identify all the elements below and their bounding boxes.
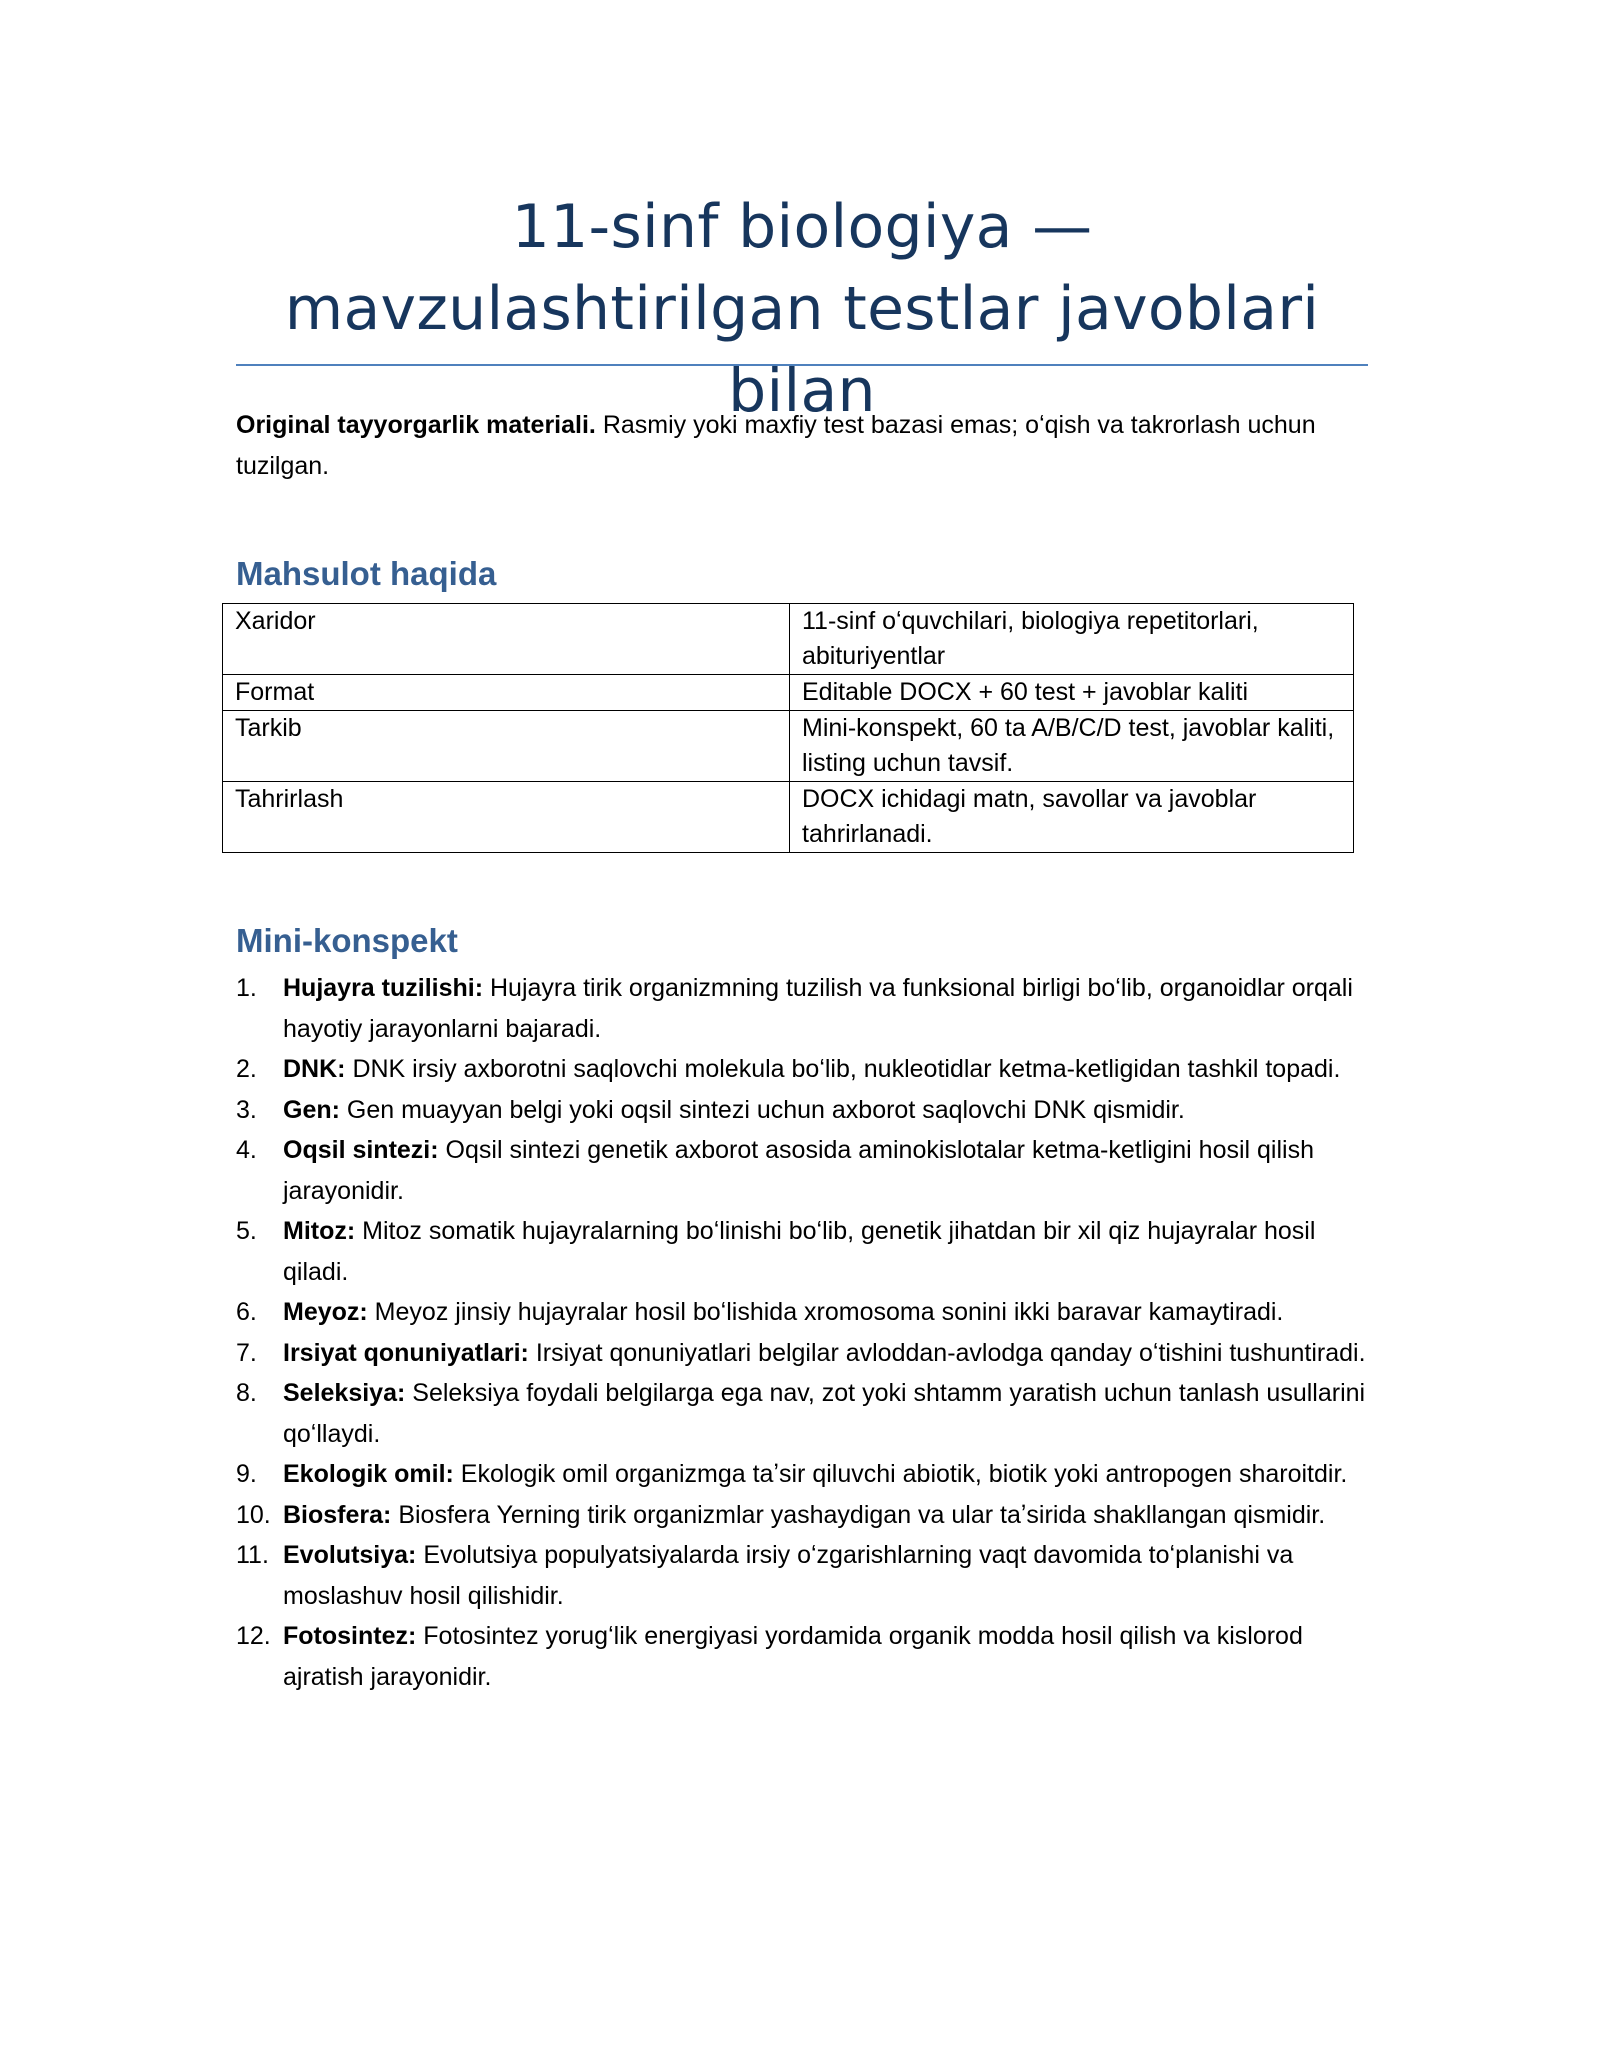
konspekt-heading: Mini-konspekt	[236, 922, 458, 959]
list-item-number: 9.	[236, 1460, 257, 1488]
list-item-number: 7.	[236, 1338, 257, 1367]
list-item	[236, 1535, 1368, 1616]
list-item	[236, 1495, 1368, 1536]
list-item-text: Mitoz somatik hujayralarning boʻlinishi boʻlib, genetik jihatdan bir xil qiz hujayralar hosil qiladi.	[283, 1217, 1316, 1286]
list-item	[236, 1090, 1368, 1131]
list-item	[236, 1292, 1368, 1333]
list-item-term: Hujayra tuzilishi:	[283, 974, 484, 1002]
table-value-cell: Editable DOCX + 60 test + javoblar kaliti	[790, 675, 1354, 711]
list-item-number: 5.	[236, 1217, 257, 1245]
document-title: 11-sinf biologiya — mavzulashtirilgan testlar javoblari bilan	[284, 192, 1320, 426]
list-item	[236, 1049, 1368, 1090]
list-item-term: Gen:	[283, 1095, 340, 1124]
list-item-text: Irsiyat qonuniyatlari belgilar avloddan-avlodga qanday oʻtishini tushuntiradi.	[528, 1338, 1366, 1367]
list-item-term: Biosfera:	[283, 1500, 392, 1529]
list-item-number: 8.	[236, 1379, 257, 1407]
list-item-text: Hujayra tirik organizmning tuzilish va funksional birligi boʻlib, organoidlar orqali hayotiy jarayonlarni bajaradi.	[283, 974, 1353, 1043]
list-item-text: Evolutsiya populyatsiyalarda irsiy oʻzgarishlarning vaqt davomida toʻplanishi va moslashuv hosil qilishidir.	[283, 1541, 1294, 1610]
list-item-term: DNK:	[283, 1055, 346, 1083]
list-item-number: 6.	[236, 1298, 257, 1326]
product-heading: Mahsulot haqida	[236, 555, 497, 592]
table-row	[223, 675, 1354, 711]
table-value-cell: 11-sinf oʻquvchilari, biologiya repetitorlari, abituriyentlar	[790, 604, 1354, 675]
intro-bold: Original tayyorgarlik materiali.	[236, 411, 596, 439]
list-item-text: Fotosintez yorugʻlik energiyasi yordamida organik modda hosil qilish va kislorod ajratish jarayonidir.	[283, 1622, 1303, 1691]
list-item-term: Fotosintez:	[283, 1622, 417, 1650]
konspekt-list	[236, 968, 1368, 1697]
list-item-number: 3.	[236, 1095, 257, 1124]
table-key-cell: Format	[223, 675, 790, 711]
list-item-number: 10.	[236, 1500, 271, 1529]
list-item	[236, 1373, 1368, 1454]
list-item-term: Oqsil sintezi:	[283, 1136, 439, 1164]
list-item-text: Ekologik omil organizmga taʼsir qiluvchi abiotik, biotik yoki antropogen sharoitdir.	[453, 1460, 1348, 1488]
list-item-term: Ekologik omil:	[283, 1460, 454, 1488]
table-row	[223, 604, 1354, 675]
list-item	[236, 968, 1368, 1049]
list-item-number: 11.	[236, 1541, 269, 1569]
list-item-text: DNK irsiy axborotni saqlovchi molekula boʻlib, nukleotidlar ketma-ketligidan tashkil topadi.	[345, 1055, 1341, 1083]
list-item-text: Seleksiya foydali belgilarga ega nav, zot yoki shtamm yaratish uchun tanlash usullarini qoʻllaydi.	[283, 1379, 1366, 1448]
list-item	[236, 1130, 1368, 1211]
table-key-cell: Tarkib	[223, 711, 790, 782]
product-info-table	[222, 603, 1354, 853]
list-item-number: 2.	[236, 1055, 257, 1083]
list-item	[236, 1211, 1368, 1292]
list-item-term: Seleksiya:	[283, 1379, 406, 1407]
list-item-term: Mitoz:	[283, 1217, 356, 1245]
list-item-number: 12.	[236, 1622, 271, 1650]
list-item	[236, 1333, 1368, 1374]
list-item-text: Oqsil sintezi genetik axborot asosida aminokislotalar ketma-ketligini hosil qilish jarayonidir.	[283, 1136, 1314, 1205]
list-item	[236, 1616, 1368, 1697]
table-key-cell: Xaridor	[223, 604, 790, 675]
intro-text: Rasmiy yoki maxfiy test bazasi emas; oʻqish va takrorlash uchun tuzilgan.	[236, 411, 1316, 480]
table-row	[223, 782, 1354, 853]
list-item-text: Meyoz jinsiy hujayralar hosil boʻlishida xromosoma sonini ikki baravar kamaytiradi.	[367, 1298, 1284, 1326]
list-item-text: Biosfera Yerning tirik organizmlar yashaydigan va ular taʼsirida shakllangan qismidir.	[391, 1500, 1326, 1529]
list-item	[236, 1454, 1368, 1495]
list-item-number: 1.	[236, 974, 257, 1002]
list-item-text: Gen muayyan belgi yoki oqsil sintezi uchun axborot saqlovchi DNK qismidir.	[339, 1095, 1185, 1124]
list-item-number: 4.	[236, 1136, 257, 1164]
title-underline	[236, 364, 1368, 366]
list-item-term: Irsiyat qonuniyatlari:	[283, 1338, 529, 1367]
intro-paragraph	[236, 405, 1368, 487]
table-key-cell: Tahrirlash	[223, 782, 790, 853]
table-value-cell: DOCX ichidagi matn, savollar va javoblar tahrirlanadi.	[790, 782, 1354, 853]
list-item-term: Evolutsiya:	[283, 1541, 417, 1569]
list-item-term: Meyoz:	[283, 1298, 368, 1326]
table-value-cell: Mini-konspekt, 60 ta A/B/C/D test, javoblar kaliti, listing uchun tavsif.	[790, 711, 1354, 782]
table-row	[223, 711, 1354, 782]
